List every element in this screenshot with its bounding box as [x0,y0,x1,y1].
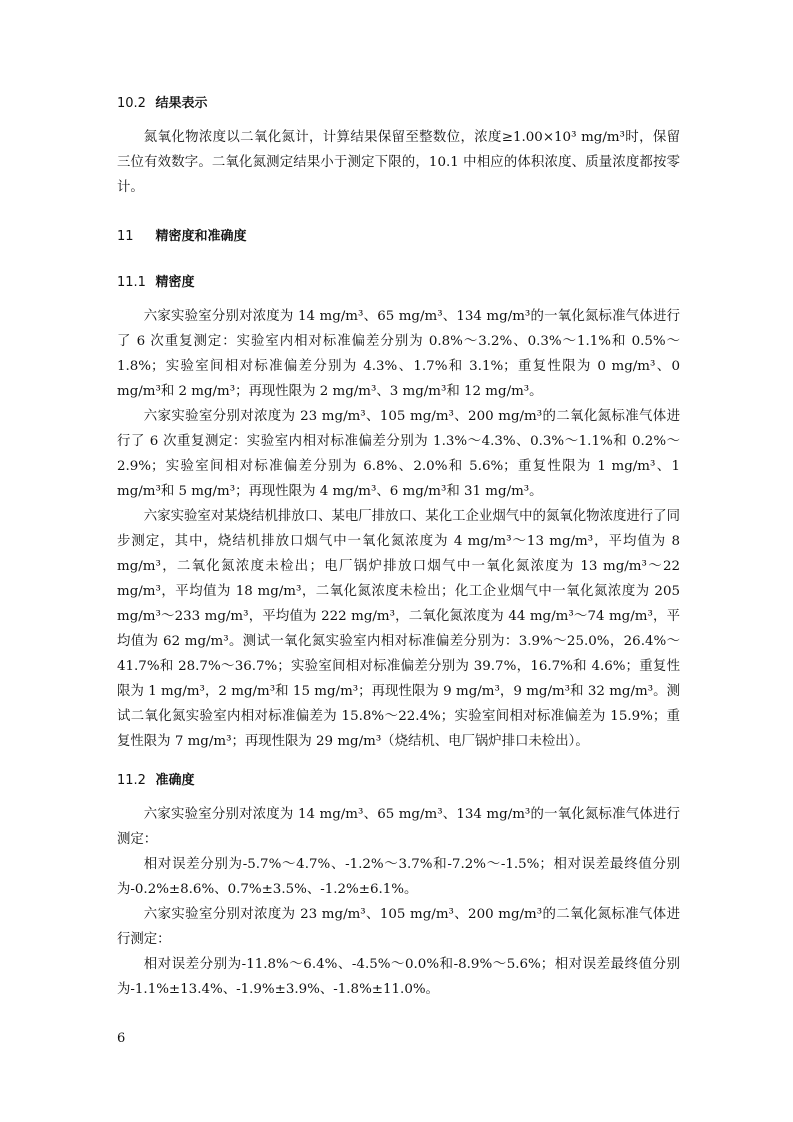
section-10-2-heading [117,95,680,113]
page-content [117,95,680,1002]
section-11-heading [117,228,680,246]
section-number: 11.2 [117,773,146,788]
section-number: 10.2 [117,96,146,111]
section-11-2-paragraph-3: 六家实验室分别对浓度为 23 mg/m³、105 mg/m³、200 mg/m³的二氧化氮标准气体进行测定： [117,907,680,947]
section-11-2-paragraph-4: 相对误差分别为-11.8%～6.4%、-4.5%～0.0%和-8.9%～5.6%；相对误差最终值分别为-1.1%±13.4%、-1.9%±3.9%、-1.8%±11.0%。 [117,957,680,997]
section-11-1-heading [117,274,680,292]
section-11-2-paragraph-2: 相对误差分别为-5.7%～4.7%、-1.2%～3.7%和-7.2%～-1.5%；相对误差最终值分别为-0.2%±8.6%、0.7%±3.5%、-1.2%±6.1%。 [117,857,680,897]
section-title: 准确度 [155,773,195,788]
section-title: 结果表示 [155,96,208,111]
page-number: 6 [117,1031,126,1046]
section-10-2-paragraph-1: 氮氧化物浓度以二氧化氮计，计算结果保留至整数位，浓度≥1.00×10³ mg/m³时，保留三位有效数字。二氧化氮测定结果小于测定下限的，10.1 中相应的体积浓度、质量浓度都按零计。 [117,130,680,195]
section-number: 11 [117,229,134,244]
section-11-1-paragraph-3: 六家实验室对某烧结机排放口、某电厂排放口、某化工企业烟气中的氮氧化物浓度进行了同步测定，其中，烧结机排放口烟气中一氧化氮浓度为 4 mg/m³～13 mg/m³，平均值为 8 mg/m³，二氧化氮浓度未检出；电厂锅炉排放口烟气中一氧化氮浓度为 13 mg/m³～22 mg/m³，平均值为 18 mg/m³，二氧化氮浓度未检出；化工企业烟气中一氧化氮浓度为 205 mg/m³～233 mg/m³，平均值为 222 mg/m³，二氧化氮浓度为 44 mg/m³～74 mg/m³，平均值为 62 mg/m³。测试一氧化氮实验室内相对标准偏差分别为：3.9%～25.0%，26.4%～41.7%和 28.7%～36.7%；实验室间相对标准偏差分别为 39.7%，16.7%和 4.6%；重复性限为 1 mg/m³，2 mg/m³和 15 mg/m³；再现性限为 9 mg/m³，9 mg/m³和 32 mg/m³。测试二氧化氮实验室内相对标准偏差为 15.8%～22.4%；实验室间相对标准偏差为 15.9%；重复性限为 7 mg/m³；再现性限为 29 mg/m³（烧结机、电厂锅炉排口未检出）。 [117,509,680,749]
section-11-1-paragraph-1: 六家实验室分别对浓度为 14 mg/m³、65 mg/m³、134 mg/m³的一氧化氮标准气体进行了 6 次重复测定：实验室内相对标准偏差分别为 0.8%～3.2%、0.3%～1.1%和 0.5%～1.8%；实验室间相对标准偏差分别为 4.3%、1.7%和 3.1%；重复性限为 0 mg/m³、0 mg/m³和 2 mg/m³；再现性限为 2 mg/m³、3 mg/m³和 12 mg/m³。 [117,309,680,399]
section-11-2-paragraph-1: 六家实验室分别对浓度为 14 mg/m³、65 mg/m³、134 mg/m³的一氧化氮标准气体进行测定： [117,807,680,847]
section-title: 精密度 [155,275,195,290]
section-11-1-paragraph-2: 六家实验室分别对浓度为 23 mg/m³、105 mg/m³、200 mg/m³的二氧化氮标准气体进行了 6 次重复测定：实验室内相对标准偏差分别为 1.3%～4.3%、0.3%～1.1%和 0.2%～2.9%；实验室间相对标准偏差分别为 6.8%、2.0%和 5.6%；重复性限为 1 mg/m³、1 mg/m³和 5 mg/m³；再现性限为 4 mg/m³、6 mg/m³和 31 mg/m³。 [117,409,680,499]
section-number: 11.1 [117,275,146,290]
section-11-2-heading [117,772,680,790]
section-title: 精密度和准确度 [155,229,247,244]
